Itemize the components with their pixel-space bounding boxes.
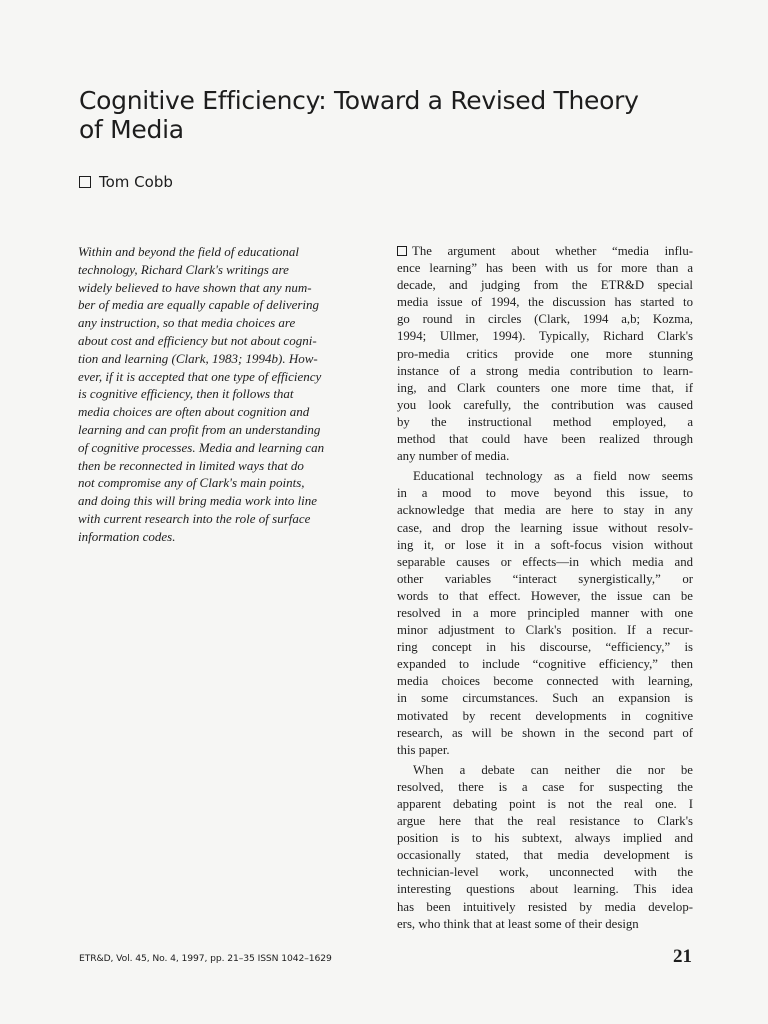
page-number: 21 <box>673 946 692 967</box>
paragraph-1-line: ence learning” has been with us for more than a <box>397 261 693 276</box>
abstract-line: with current research into the role of surface <box>78 510 311 526</box>
paragraph-2-line: separable causes or effects—in which media and <box>397 554 693 569</box>
paragraph-2-line: expanded to include “cognitive efficiency,” then <box>397 657 693 672</box>
abstract-line: Within and beyond the field of educational <box>78 244 299 259</box>
paragraph-2-line: resolved in a more principled manner with one <box>397 605 693 620</box>
paragraph-2-line: in some circumstances. Such an expansion is <box>397 691 693 706</box>
paragraph-2-line: acknowledge that media are here to stay in any <box>397 503 693 518</box>
paragraph-1-line: method that could have been realized through <box>397 432 693 447</box>
square-bullet-icon <box>79 176 91 188</box>
page-title <box>79 86 719 144</box>
paragraph-3-line: apparent debating point is not the real one. I <box>397 797 693 811</box>
abstract-line: then be reconnected in limited ways that do <box>78 457 304 473</box>
abstract-line: ber of media are equally capable of delivering <box>78 297 320 313</box>
paragraph-1-line: go round in circles (Clark, 1994 a,b; Kozma, <box>397 312 693 327</box>
paragraph-2-line: media choices become connected with learning, <box>397 674 693 689</box>
paragraph-1-line: instance of a strong media contribution to learn- <box>397 363 693 378</box>
abstract-line: technology, Richard Clark's writings are <box>78 261 289 277</box>
abstract-line: widely believed to have shown that any num- <box>78 279 312 295</box>
abstract-line: not compromise any of Clark's main points, <box>78 475 305 491</box>
abstract-line: any instruction, so that media choices are <box>78 315 296 331</box>
paragraph-3-line: When a debate can neither die nor be <box>413 762 693 777</box>
paragraph-1-line: you look carefully, the contribution was caused <box>397 397 693 412</box>
paragraph-2 <box>397 468 693 759</box>
title-line-2: of Media <box>79 115 184 144</box>
paragraph-2-line: other variables “interact synergistically,” or <box>397 571 693 586</box>
paragraph-2-line: ing it, or lose it in a soft-focus vision without <box>397 537 693 552</box>
journal-citation: ETR&D, Vol. 45, No. 4, 1997, pp. 21–35 ISSN 1042–1629 <box>79 953 332 964</box>
author-name: Tom Cobb <box>99 173 173 191</box>
paragraph-3-line: has been intuitively resisted by media develop- <box>397 899 693 914</box>
paragraph-2-line: ring concept in his discourse, “efficiency,” is <box>397 640 693 655</box>
abstract-line: is cognitive efficiency, then it follows that <box>78 386 294 402</box>
paragraph-1-line: decade, and judging from the ETR&D special <box>397 278 693 293</box>
paragraph-3-line: position is to his subtext, always implied and <box>397 831 693 846</box>
abstract-line: ever, if it is accepted that one type of efficiency <box>78 368 322 384</box>
paragraph-2-line: research, as will be shown in the second part of <box>397 725 693 740</box>
paragraph-1-line: pro-media critics provide one more stunning <box>397 346 693 361</box>
section-start-box-icon <box>397 246 407 256</box>
abstract-line: tion and learning (Clark, 1983; 1994b). How- <box>78 350 318 366</box>
abstract-line: learning and can profit from an understanding <box>78 421 321 437</box>
paragraph-3-line: resolved, there is a case for suspecting the <box>397 779 693 794</box>
paragraph-3-line: argue here that the real resistance to Clark's <box>397 814 693 829</box>
paragraph-3-line: ers, who think that at least some of their design <box>397 916 639 931</box>
paragraph-2-line: case, and drop the learning issue without resolv- <box>397 520 693 535</box>
paragraph-2-line: motivated by recent developments in cognitive <box>397 708 693 723</box>
paragraph-3-line: occasionally stated, that media development is <box>397 848 693 863</box>
paragraph-1-line: media issue of 1994, the discussion has started to <box>397 295 693 310</box>
paragraph-2-line: in a mood to move beyond this issue, to <box>397 486 693 501</box>
paragraph-1-line: any number of media. <box>397 449 510 464</box>
paragraph-3-line: interesting questions about learning. This idea <box>397 882 693 897</box>
body-column <box>397 243 693 936</box>
paragraph-1-text: The argument about whether “media influ- <box>412 244 693 258</box>
abstract-line: media choices are often about cognition and <box>78 404 310 420</box>
paragraph-1-line: by the instructional method employed, a <box>397 414 693 429</box>
author-byline <box>79 173 173 191</box>
paragraph-1-line <box>397 243 693 260</box>
paragraph-3 <box>397 762 693 933</box>
title-line-1: Cognitive Efficiency: Toward a Revised Theory <box>79 86 639 115</box>
paragraph-1-line: ing, and Clark counters one more time that, if <box>397 380 693 395</box>
abstract-line: about cost and efficiency but not about cogni- <box>78 332 317 348</box>
paragraph-1-line: 1994; Ullmer, 1994). Typically, Richard Clark's <box>397 329 693 344</box>
abstract-line: information codes. <box>78 528 176 544</box>
abstract-line: of cognitive processes. Media and learning can <box>78 439 325 455</box>
abstract <box>78 243 370 546</box>
paragraph-2-line: Educational technology as a field now seems <box>413 469 693 484</box>
paragraph-2-line: this paper. <box>397 742 450 757</box>
paragraph-1 <box>397 243 693 465</box>
paragraph-2-line: words to that effect. However, the issue can be <box>397 588 693 603</box>
paragraph-2-line: minor adjustment to Clark's position. If a recur- <box>397 623 693 638</box>
paragraph-3-line: technician-level work, unconnected with the <box>397 865 693 880</box>
abstract-line: and doing this will bring media work into line <box>78 493 318 509</box>
